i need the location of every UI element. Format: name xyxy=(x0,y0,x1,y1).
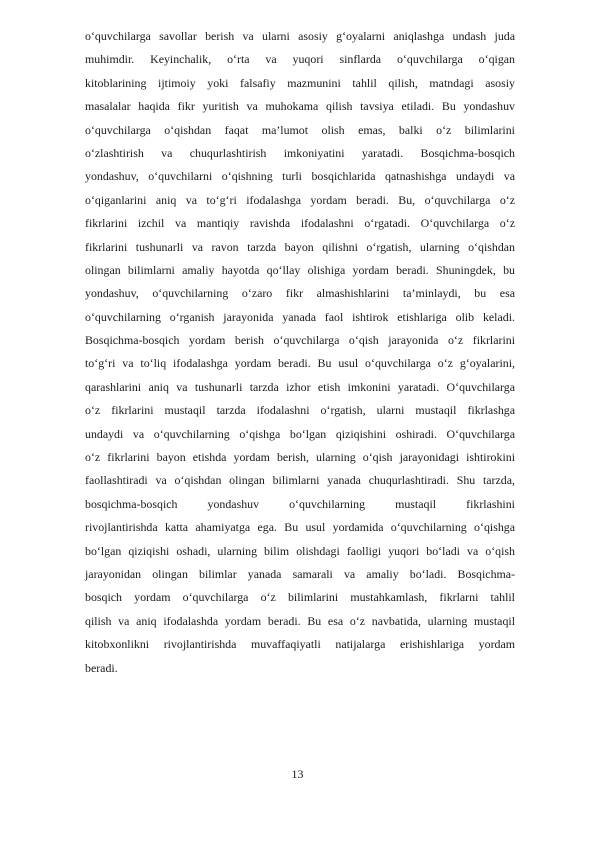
paragraph-line: masalalar haqida fikr yuritish va muhokama qilish tavsiya etiladi. Bu yondashuv xyxy=(85,99,515,114)
paragraph-line: qarashlarini aniq va tushunarli tarzda izhor etish imkonini yaratadi. O‘quvchilarga xyxy=(85,379,515,394)
paragraph-line: undaydi va o‘quvchilarning o‘qishga bo‘lgan qiziqishini oshiradi. O‘quvchilarga xyxy=(85,426,515,441)
paragraph-line: fikrlarini izchil va mantiqiy ravishda ifodalashni o‘rgatadi. O‘quvchilarga o‘z xyxy=(85,216,515,231)
page-number: 13 xyxy=(291,767,304,781)
paragraph-line: bosqich yordam o‘quvchilarga o‘z bilimlarini mustahkamlash, fikrlarni tahlil xyxy=(85,590,515,605)
paragraph-line: o‘z fikrlarini mustaqil tarzda ifodalashni o‘rgatish, ularni mustaqil fikrlashga xyxy=(85,403,515,418)
paragraph-line: beradi. xyxy=(85,660,118,675)
paragraph-line: Bosqichma-bosqich yordam berish o‘quvchilarga o‘qish jarayonida o‘z fikrlarini xyxy=(85,333,515,348)
paragraph-line: bo‘lgan qiziqishi oshadi, ularning bilim olishdagi faolligi yuqori bo‘ladi va o‘qish xyxy=(85,543,515,558)
paragraph-line: fikrlarini tushunarli va ravon tarzda bayon qilishni o‘rgatish, ularning o‘qishdan xyxy=(85,239,515,254)
paragraph-line: faollashtiradi va o‘qishdan olingan bilimlarni yanada chuqurlashtiradi. Shu tarzda, xyxy=(85,473,515,488)
paragraph-line: kitoblarining ijtimoiy yoki falsafiy mazmunini tahlil qilish, matndagi asosiy xyxy=(85,75,515,90)
paragraph-line: bosqichma-bosqich yondashuv o‘quvchilarning mustaqil fikrlashini xyxy=(85,496,515,511)
paragraph-line: o‘quvchilarning o‘rganish jarayonida yanada faol ishtirok etishlariga olib keladi. xyxy=(85,309,515,324)
paragraph-line: o‘quvchilarga savollar berish va ularni asosiy g‘oyalarni aniqlashga undash juda xyxy=(85,29,515,43)
paragraph-line: o‘qiganlarini aniq va to‘g‘ri ifodalashga yordam beradi. Bu, o‘quvchilarga o‘z xyxy=(85,192,515,207)
paragraph-line: olingan bilimlarni amaliy hayotda qo‘llay olishiga yordam beradi. Shuningdek, bu xyxy=(85,262,515,277)
paragraph-line: o‘z fikrlarini bayon etishda yordam berish, ularning o‘qish jarayonidagi ishtirokini xyxy=(85,450,515,465)
paragraph-line: muhimdir. Keyinchalik, o‘rta va yuqori sinflarda o‘quvchilarga o‘qigan xyxy=(85,52,515,67)
body-paragraph xyxy=(85,25,515,680)
paragraph-line: kitobxonlikni rivojlantirishda muvaffaqiyatli natijalarga erishishlariga yordam xyxy=(85,637,515,652)
paragraph-line: yondashuv, o‘quvchilarning o‘zaro fikr almashishlarini ta’minlaydi, bu esa xyxy=(85,286,515,301)
paragraph-line: o‘quvchilarga o‘qishdan faqat ma’lumot olish emas, balki o‘z bilimlarini xyxy=(85,122,515,137)
paragraph-line: rivojlantirishda katta ahamiyatga ega. Bu usul yordamida o‘quvchilarning o‘qishga xyxy=(85,520,515,535)
paragraph-line: qilish va aniq ifodalashda yordam beradi. Bu esa o‘z navbatida, ularning mustaqil xyxy=(85,613,515,628)
paragraph-line: jarayonidan olingan bilimlar yanada samarali va amaliy bo‘ladi. Bosqichma- xyxy=(85,566,515,581)
paragraph-line: yondashuv, o‘quvchilarni o‘qishning turli bosqichlarida qatnashishga undaydi va xyxy=(85,169,515,184)
paragraph-line: to‘g‘ri va to‘liq ifodalashga yordam beradi. Bu usul o‘quvchilarga o‘z g‘oyalarini, xyxy=(85,356,515,371)
paragraph-line: o‘zlashtirish va chuqurlashtirish imkoniyatini yaratadi. Bosqichma-bosqich xyxy=(85,145,515,160)
